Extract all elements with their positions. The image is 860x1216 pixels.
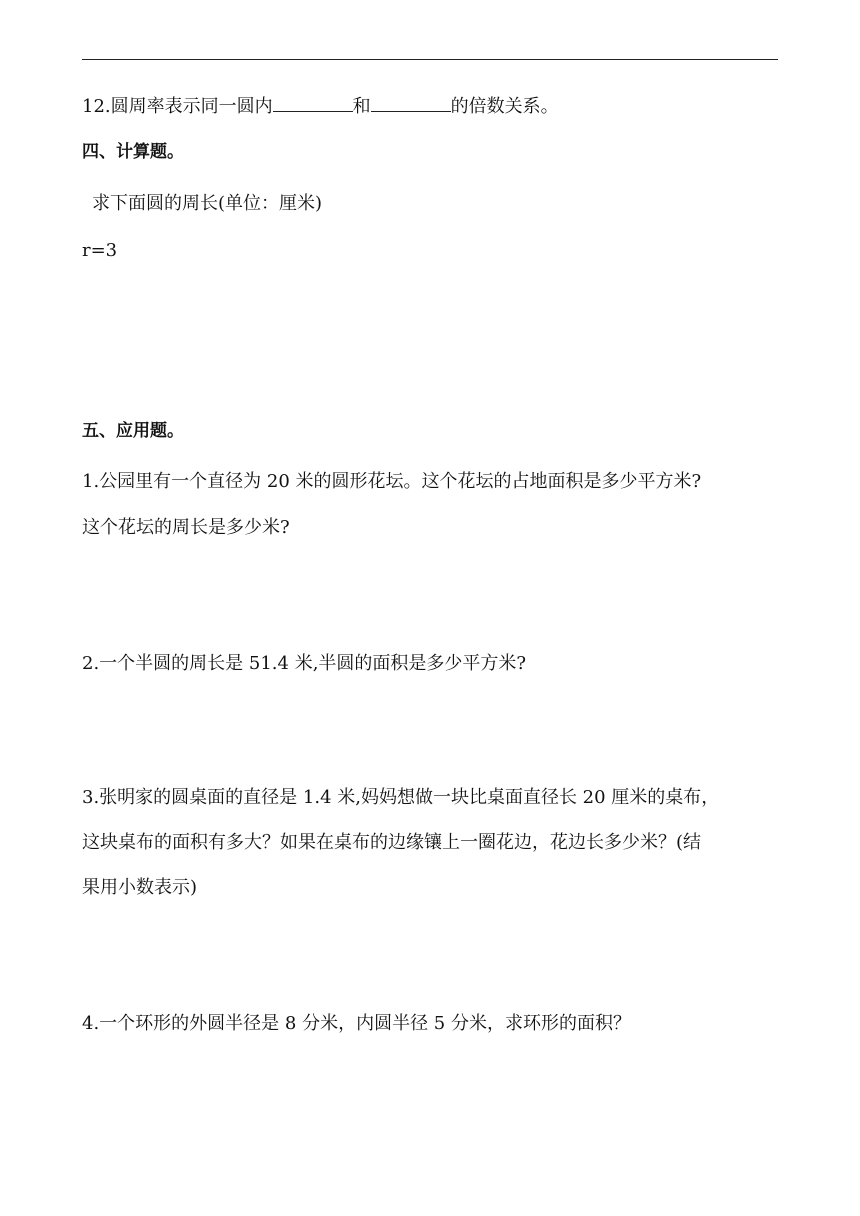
radius-given: r=3 xyxy=(82,240,118,261)
section-5-heading: 五、应用题。 xyxy=(82,421,184,441)
question-3-line-2: 这块桌布的面积有多大？如果在桌布的边缘镶上一圈花边，花边长多少米？(结 xyxy=(82,832,702,853)
answer-blank-1[interactable] xyxy=(273,94,353,112)
section-4-instruction: 求下面圆的周长(单位：厘米) xyxy=(92,193,323,214)
question-2: 2.一个半圆的周长是 51.4 米,半圆的面积是多少平方米? xyxy=(82,653,527,674)
question-12-prefix: 12.圆周率表示同一圆内 xyxy=(82,96,273,117)
question-4: 4.一个环形的外圆半径是 8 分米，内圆半径 5 分米，求环形的面积？ xyxy=(82,1013,631,1034)
answer-blank-2[interactable] xyxy=(371,94,451,112)
question-1-line-2: 这个花坛的周长是多少米? xyxy=(82,517,290,538)
question-12-middle: 和 xyxy=(352,96,371,117)
question-12 xyxy=(82,94,559,119)
header-rule xyxy=(82,59,778,60)
section-4-heading: 四、计算题。 xyxy=(82,142,184,162)
question-12-suffix: 的倍数关系。 xyxy=(450,96,559,117)
question-3-line-1: 3.张明家的圆桌面的直径是 1.4 米,妈妈想做一块比桌面直径长 20 厘米的桌布， xyxy=(82,787,720,808)
question-1-line-1: 1.公园里有一个直径为 20 米的圆形花坛。这个花坛的占地面积是多少平方米? xyxy=(82,471,702,492)
question-3-line-3: 果用小数表示) xyxy=(82,877,198,898)
